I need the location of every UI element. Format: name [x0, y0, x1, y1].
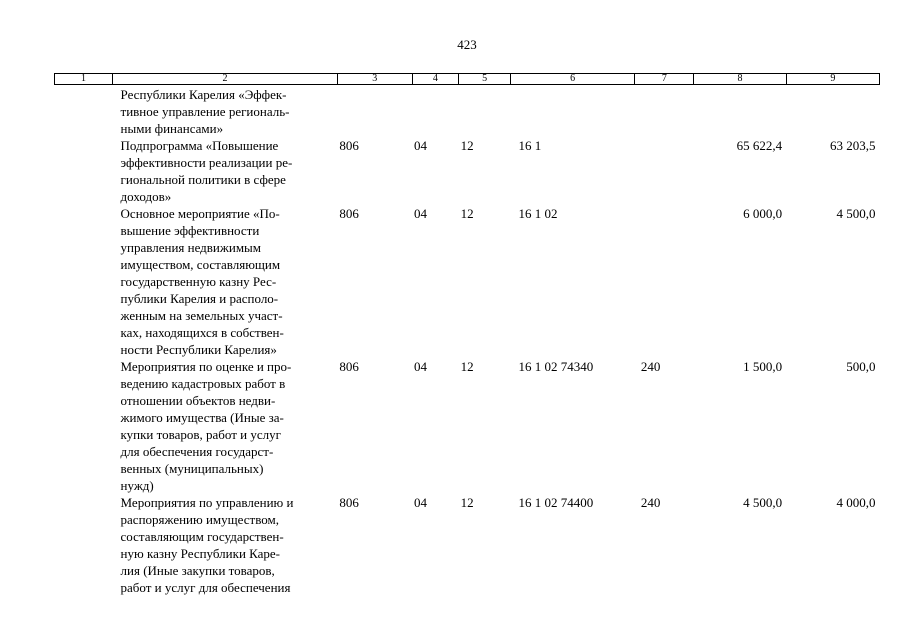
amount-year1-cell: 65 622,4: [736, 138, 783, 153]
grs-code-cell: 806: [339, 495, 359, 510]
grs-code-cell: [337, 85, 412, 138]
amount-year2-cell: [786, 85, 879, 138]
expense-type-code-cell: [635, 85, 694, 138]
column-header-9: 9: [786, 74, 879, 85]
amount-year2-cell: 4 000,0: [836, 495, 876, 510]
target-article-code-cell: [510, 85, 634, 138]
row-number-cell: [55, 494, 113, 596]
target-article-code-cell: 16 1: [518, 138, 542, 153]
row-number-cell: [55, 85, 113, 138]
expense-type-code-cell: [635, 205, 694, 358]
column-header-2: 2: [113, 74, 338, 85]
grs-code-cell: 806: [339, 138, 359, 153]
section-code-cell: 04: [414, 495, 428, 510]
column-header-4: 4: [412, 74, 459, 85]
amount-year1-cell: 6 000,0: [743, 206, 783, 221]
amount-year1-cell: [694, 85, 786, 138]
row-number-cell: [55, 205, 113, 358]
grs-code-cell: 806: [339, 206, 359, 221]
amount-year2-cell: 500,0: [846, 359, 876, 374]
column-number-row: [55, 74, 880, 85]
page-number: 423: [457, 37, 477, 52]
column-header-1: 1: [55, 74, 113, 85]
table-row: [55, 85, 880, 138]
item-name-cell: Основное мероприятие «По- вышение эффективности управления недвижимым имуществом, составляющим государственную казну Рес- публики Карелия и располо- женным на земельных участ- ках, находящихся в собствен- ности Республики Карелия»: [120, 206, 284, 357]
target-article-code-cell: 16 1 02 74400: [518, 495, 594, 510]
item-name-cell: Мероприятия по управлению и распоряжению имуществом, составляющим государствен- ную казну Республики Каре- лия (Иные закупки товаров, работ и услуг для обеспечения: [120, 495, 294, 595]
table-row: [55, 137, 880, 205]
section-code-cell: 04: [414, 206, 428, 221]
table-header: [55, 74, 880, 85]
row-number-cell: [55, 358, 113, 494]
target-article-code-cell: 16 1 02: [518, 206, 558, 221]
subsection-code-cell: [459, 85, 511, 138]
section-code-cell: 04: [414, 359, 428, 374]
expense-type-code-cell: 240: [640, 495, 661, 510]
item-name-cell: Мероприятия по оценке и про- ведению кадастровых работ в отношении объектов недви- жимого имущества (Иные за- купки товаров, работ и услуг для обеспечения государст- венных (муниципальных) нужд): [120, 359, 292, 493]
expense-type-code-cell: [635, 137, 694, 205]
subsection-code-cell: 12: [460, 495, 474, 510]
expense-type-code-cell: 240: [640, 359, 661, 374]
section-code-cell: 04: [414, 138, 428, 153]
item-name-cell: Республики Карелия «Эффек- тивное управление региональ- ными финансами»: [120, 87, 290, 136]
budget-table: [54, 73, 880, 596]
table-row: [55, 358, 880, 494]
item-name-cell: Подпрограмма «Повышение эффективности реализации ре- гиональной политики в сфере доходов»: [120, 138, 293, 204]
subsection-code-cell: 12: [460, 138, 474, 153]
target-article-code-cell: 16 1 02 74340: [518, 359, 594, 374]
column-header-3: 3: [337, 74, 412, 85]
column-header-7: 7: [635, 74, 694, 85]
amount-year1-cell: 1 500,0: [743, 359, 783, 374]
column-header-6: 6: [510, 74, 634, 85]
grs-code-cell: 806: [339, 359, 359, 374]
table-body: [55, 85, 880, 597]
amount-year2-cell: 4 500,0: [836, 206, 876, 221]
column-header-8: 8: [694, 74, 786, 85]
table-row: [55, 205, 880, 358]
section-code-cell: [412, 85, 459, 138]
table-row: [55, 494, 880, 596]
column-header-5: 5: [459, 74, 511, 85]
amount-year1-cell: 4 500,0: [743, 495, 783, 510]
subsection-code-cell: 12: [460, 359, 474, 374]
row-number-cell: [55, 137, 113, 205]
subsection-code-cell: 12: [460, 206, 474, 221]
amount-year2-cell: 63 203,5: [830, 138, 876, 153]
